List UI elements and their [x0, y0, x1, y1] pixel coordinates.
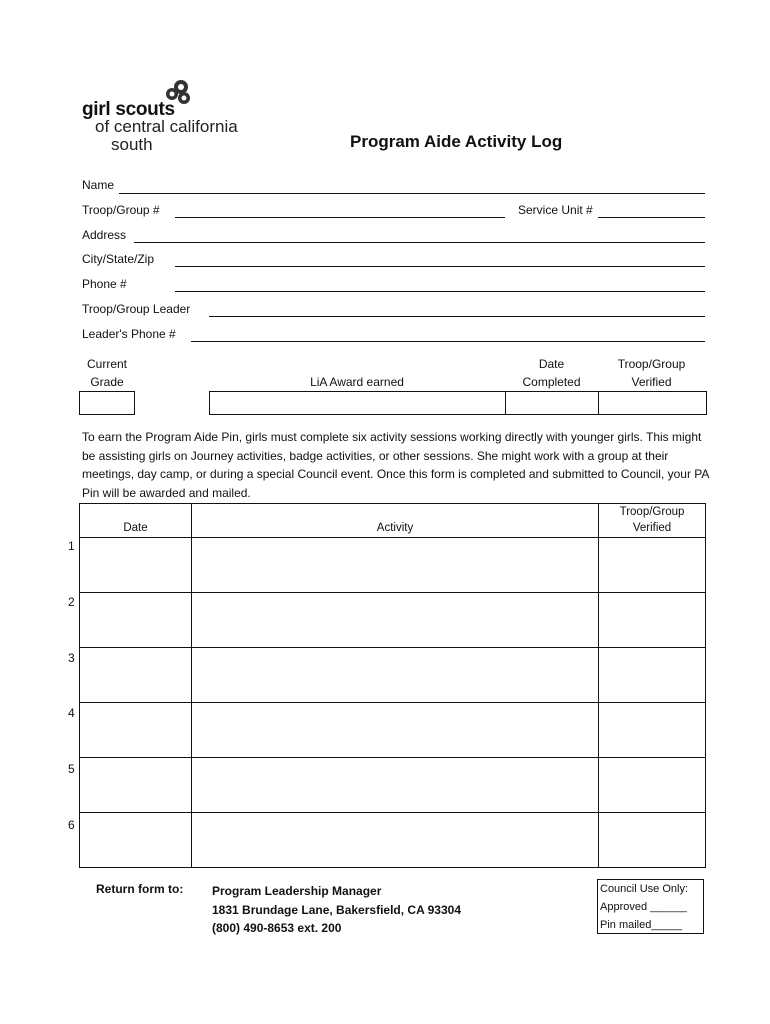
date-cell[interactable] [80, 813, 192, 868]
name-label: Name [82, 178, 115, 192]
activity-cell[interactable] [192, 758, 599, 813]
council-use-heading: Council Use Only: [600, 883, 689, 895]
return-address-line2: 1831 Brundage Lane, Bakersfield, CA 93304 [212, 902, 461, 917]
council-use-box [597, 879, 704, 934]
city-state-zip-label: City/State/Zip [82, 252, 155, 266]
table-row [80, 813, 706, 868]
verified-column-header: Troop/Group Verified [599, 504, 706, 538]
date-cell[interactable] [80, 538, 192, 593]
verified-header: Troop/Group Verified [617, 357, 686, 389]
date-cell[interactable] [80, 648, 192, 703]
leader-phone-label: Leader's Phone # [82, 327, 176, 341]
page-title: Program Aide Activity Log [350, 132, 563, 151]
row-number: 5 [68, 762, 75, 776]
date-cell[interactable] [80, 758, 192, 813]
return-label: Return form to: [96, 882, 184, 896]
activity-cell[interactable] [192, 813, 599, 868]
date-column-header: Date [80, 504, 192, 538]
phone-label: Phone # [82, 277, 127, 291]
row-number: 6 [68, 818, 75, 832]
logo-text: girl scouts [82, 99, 175, 120]
address-field[interactable] [134, 242, 705, 243]
city-state-zip-field[interactable] [175, 266, 705, 267]
table-row [80, 648, 706, 703]
activity-cell[interactable] [192, 538, 599, 593]
award-verified-field[interactable] [599, 392, 705, 414]
leader-phone-field[interactable] [191, 341, 705, 342]
row-number: 4 [68, 706, 75, 720]
service-unit-field[interactable] [598, 217, 705, 218]
activity-column-header: Activity [192, 504, 599, 538]
activity-cell[interactable] [192, 703, 599, 758]
return-address [212, 882, 461, 938]
service-unit-label: Service Unit # [518, 203, 593, 217]
verified-cell[interactable] [599, 538, 706, 593]
row-number: 1 [68, 539, 75, 553]
pin-mailed-field[interactable]: Pin mailed_____ [600, 919, 682, 931]
phone-field[interactable] [175, 291, 705, 292]
verified-cell[interactable] [599, 813, 706, 868]
date-cell[interactable] [80, 703, 192, 758]
verified-cell[interactable] [599, 593, 706, 648]
troop-leader-field[interactable] [209, 316, 705, 317]
row-number: 3 [68, 651, 75, 665]
activity-cell[interactable] [192, 593, 599, 648]
instructions-paragraph: To earn the Program Aide Pin, girls must complete six activity sessions working directly with younger girls. This might be assisting girls on Journey activities, badge activities, or other sessions. She might work with a group at their meetings, day camp, or during a special Council event. Once this form is completed and submitted to Council, your PA Pin will be awarded and mailed. [82, 430, 709, 500]
activity-table [79, 503, 706, 868]
address-label: Address [82, 228, 127, 242]
verified-cell[interactable] [599, 703, 706, 758]
troop-group-field[interactable] [175, 217, 505, 218]
troop-group-label: Troop/Group # [82, 203, 160, 217]
name-field[interactable] [119, 193, 705, 194]
current-grade-header: Current Grade [86, 357, 127, 389]
table-row [80, 538, 706, 593]
table-row [80, 703, 706, 758]
current-grade-field[interactable] [79, 391, 135, 415]
logo-subtitle: of central california [95, 117, 238, 136]
lia-award-header: LiA Award earned [310, 375, 404, 389]
activity-table-header [80, 504, 706, 538]
verified-cell[interactable] [599, 758, 706, 813]
table-row [80, 758, 706, 813]
lia-award-field[interactable] [210, 392, 505, 414]
logo-subtitle-south: south [111, 135, 153, 154]
row-number: 2 [68, 595, 75, 609]
return-address-line3: (800) 490-8653 ext. 200 [212, 921, 342, 935]
date-completed-header: Date Completed [522, 357, 581, 389]
approved-field[interactable]: Approved ______ [600, 901, 687, 913]
verified-cell[interactable] [599, 648, 706, 703]
date-cell[interactable] [80, 593, 192, 648]
return-address-line1: Program Leadership Manager [212, 884, 382, 898]
activity-cell[interactable] [192, 648, 599, 703]
table-row [80, 593, 706, 648]
date-completed-field[interactable] [506, 392, 598, 414]
troop-leader-label: Troop/Group Leader [82, 302, 191, 316]
